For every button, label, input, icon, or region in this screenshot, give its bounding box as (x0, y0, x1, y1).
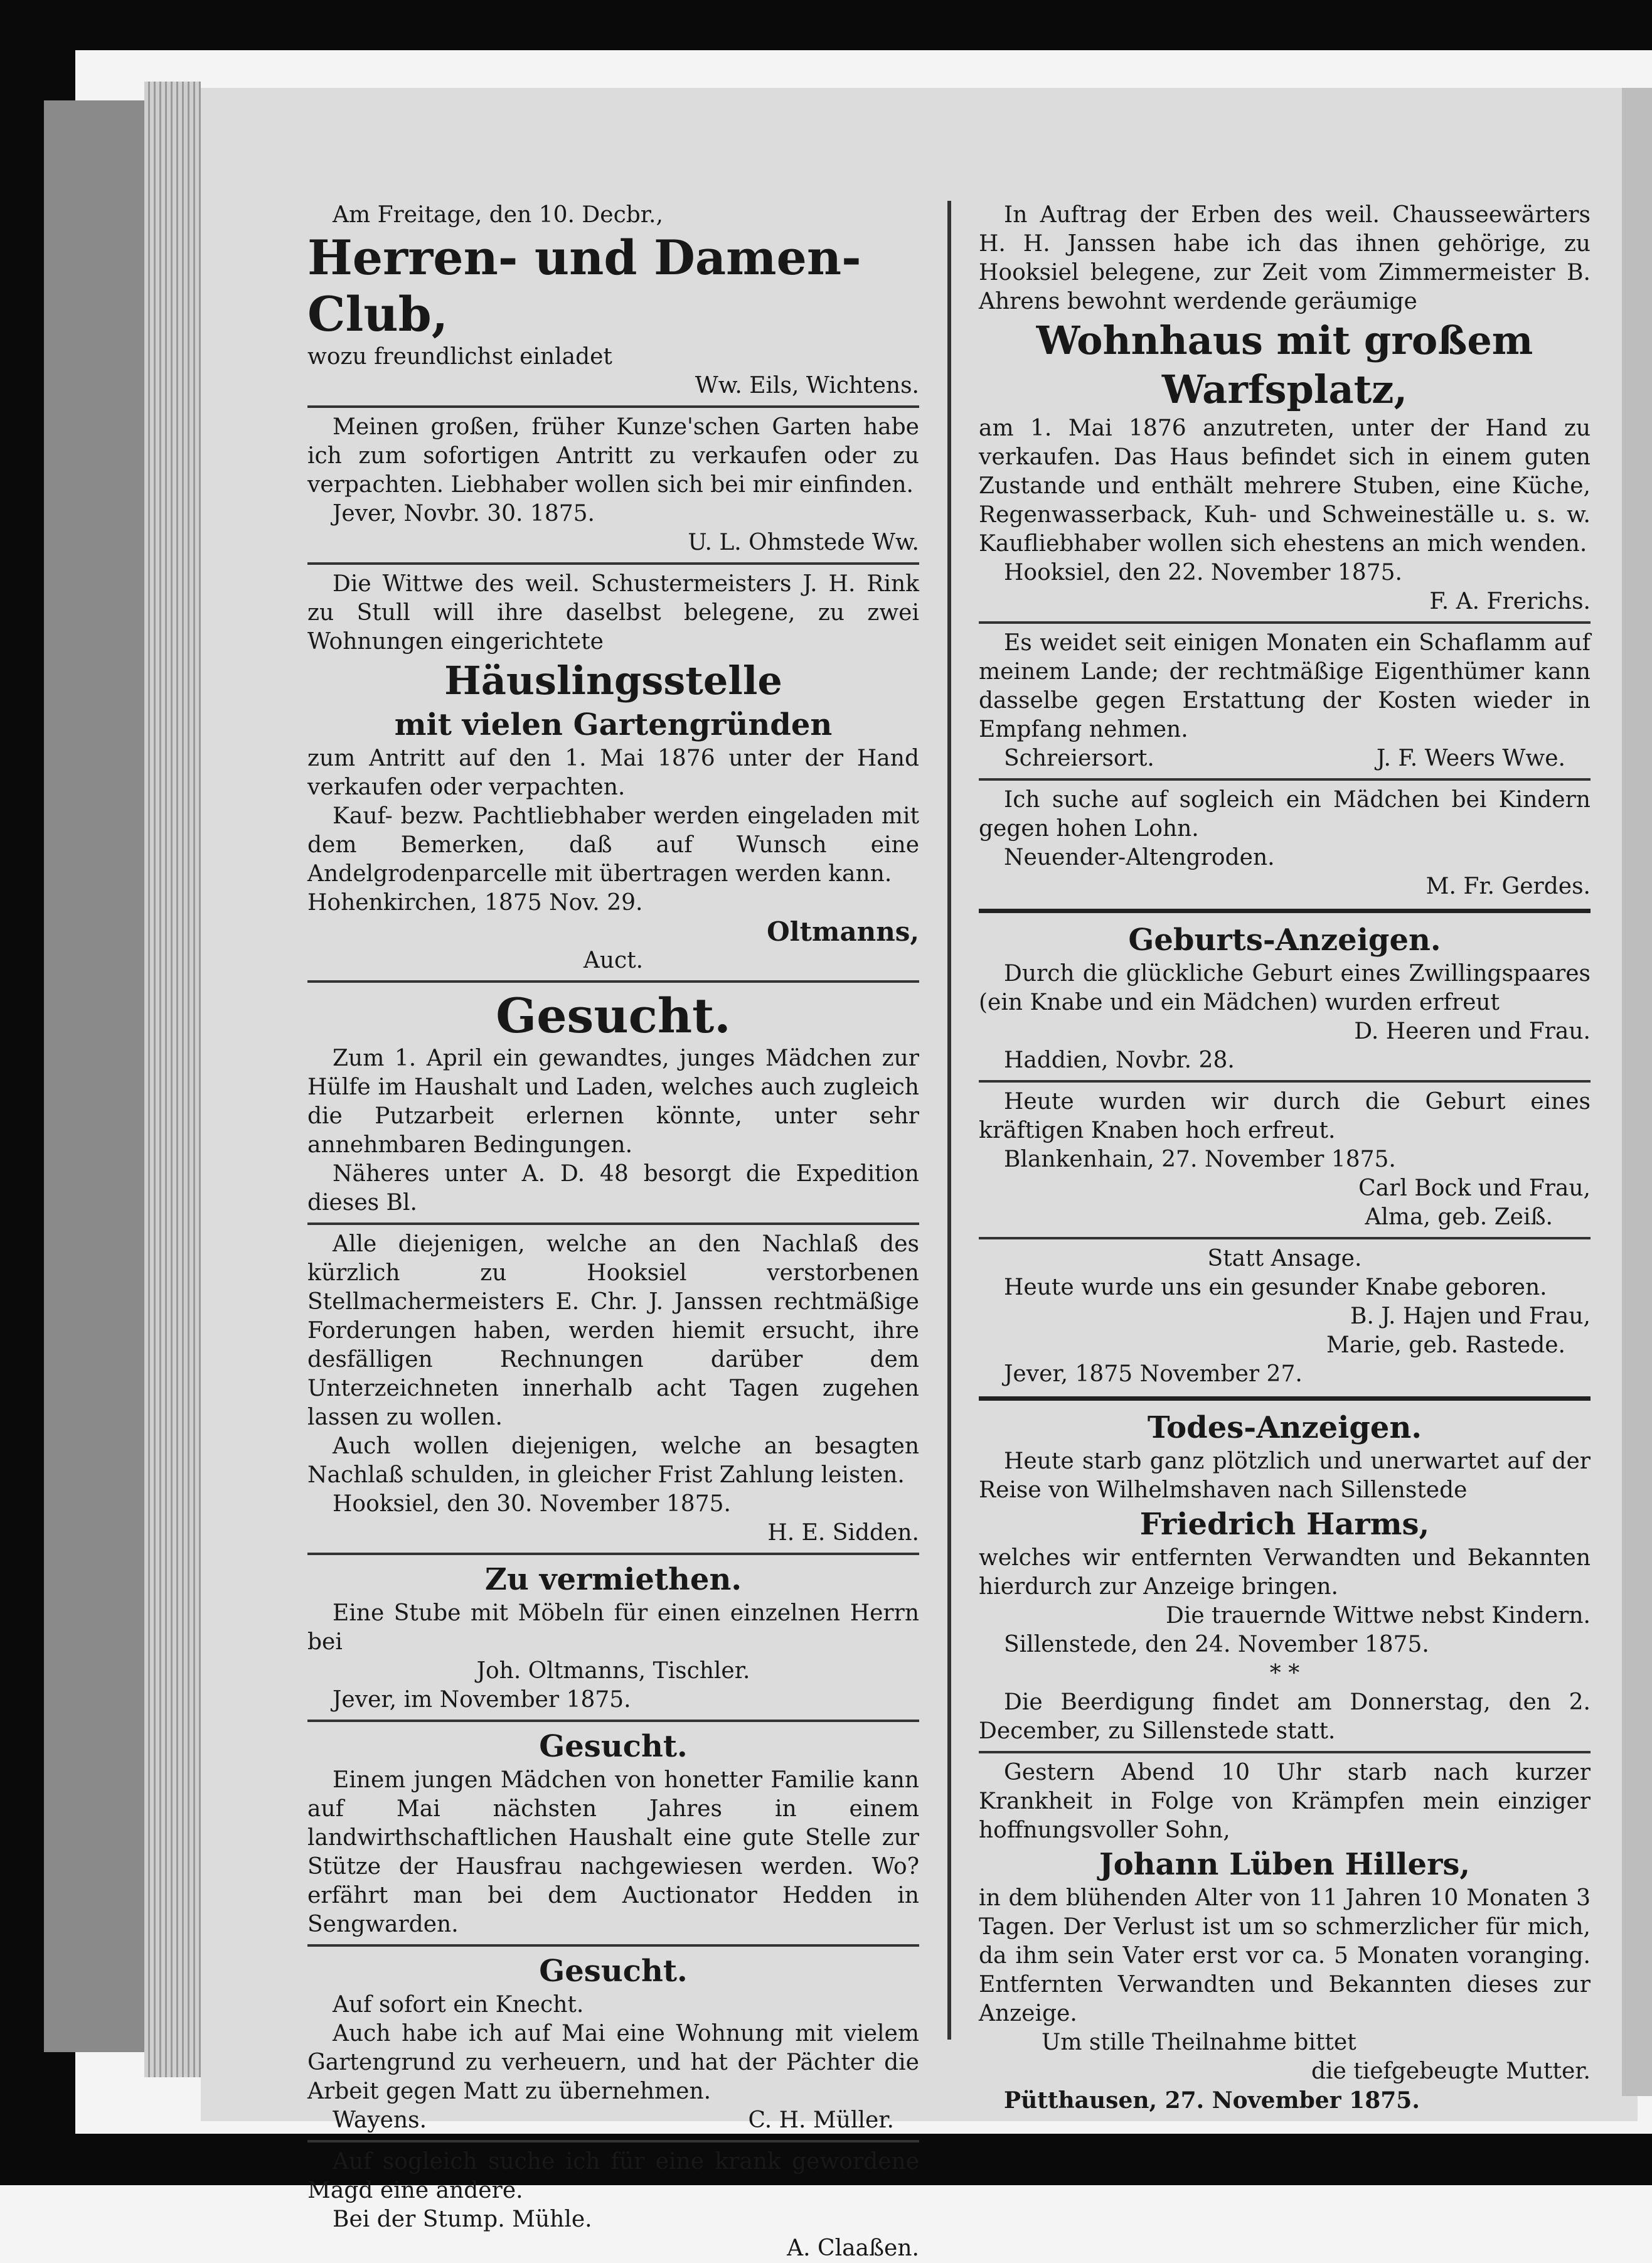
ad-text: Auf sofort ein Knecht. (333, 1992, 584, 2018)
ad-date-line: Am Freitage, den 10. Decbr., (333, 202, 663, 228)
ad-magd (307, 2148, 919, 2263)
ad-text: Näheres unter A. D. 48 besorgt die Expedition dieses Bl. (307, 1161, 919, 1216)
book-spine (44, 100, 148, 2052)
ad-text: wozu freundlichst einladet (307, 344, 612, 370)
separator (979, 1396, 1591, 1401)
scan-border-top (0, 0, 1652, 50)
ad-signature: A. Claaßen. (787, 2235, 919, 2261)
left-column (307, 201, 919, 2263)
ad-title: Häuslingsstelle (444, 658, 782, 704)
separator (979, 1237, 1591, 1239)
ad-text: Auf sogleich suche ich für eine krank gewordene Magd eine andere. (307, 2149, 919, 2203)
ad-signature: Carl Bock und Frau, (1358, 1175, 1591, 1201)
ad-text: Zum 1. April ein gewandtes, junges Mädchen zur Hülfe im Haushalt und Laden, welches auch zugleich die Putzarbeit erlernen könnte, unter sehr annehmbaren Bedingungen. (307, 1046, 919, 1158)
ad-date: Sillenstede, den 24. November 1875. (1004, 1632, 1429, 1657)
ad-title: Wohnhaus mit großem (1036, 318, 1533, 363)
ad-title: Herren- und Damen-Club, (307, 230, 861, 342)
separator (979, 909, 1591, 913)
separator (307, 1944, 919, 1947)
ad-text: Auch wollen diejenigen, welche an besagten Nachlaß schulden, in gleicher Frist Zahlung leisten. (307, 1433, 919, 1488)
separator (307, 405, 919, 408)
ad-text: welches wir entfernten Verwandten und Bekannten hierdurch zur Anzeige bringen. (979, 1545, 1591, 1600)
ad-signature: Die trauernde Wittwe nebst Kindern. (1165, 1603, 1591, 1629)
deceased-name: Friedrich Harms, (1139, 1507, 1430, 1542)
ad-text: zum Antritt auf den 1. Mai 1876 unter der Hand verkaufen oder verpachten. (307, 746, 919, 800)
ad-heading: Statt Ansage. (1207, 1246, 1362, 1271)
separator (979, 1751, 1591, 1753)
ad-schaflamm (979, 629, 1591, 773)
ad-signature: J. F. Weers Wwe. (1376, 746, 1565, 771)
ad-date: Hooksiel, den 30. November 1875. (333, 1491, 731, 1517)
separator (307, 1720, 919, 1722)
ad-date: Haddien, Novbr. 28. (1004, 1047, 1235, 1073)
ad-text: Gestern Abend 10 Uhr starb nach kurzer Krankheit in Folge von Krämpfen mein einziger hoffnungsvoller Sohn, (979, 1760, 1591, 1843)
ad-signature: die tiefgebeugte Mutter. (1311, 2058, 1591, 2084)
ad-text: Einem jungen Mädchen von honetter Familie kann auf Mai nächsten Jahres in einem landwirthschaftlichen Haushalt eine gute Stelle zur Stütze der Hausfrau nachgewiesen werden. Wo? erfährt man bei dem Auctionator Hedden in Sengwarden. (307, 1767, 919, 1937)
ad-signature: M. Fr. Gerdes. (1426, 874, 1591, 899)
separator (307, 562, 919, 565)
ad-text: Heute wurden wir durch die Geburt eines kräftigen Knaben hoch erfreut. (979, 1089, 1591, 1143)
ad-haeuslingsstelle (307, 570, 919, 975)
ad-place: Wayens. (333, 2107, 427, 2133)
ad-maedchen (979, 786, 1591, 901)
ad-signature: C. H. Müller. (748, 2107, 894, 2133)
column-divider (947, 201, 951, 2040)
ad-text: Eine Stube mit Möbeln für einen einzelnen Herrn bei (307, 1600, 919, 1655)
ad-text: Durch die glückliche Geburt eines Zwillingspaares (ein Knabe und ein Mädchen) wurden erfreut (979, 961, 1591, 1015)
ad-date: Hohenkirchen, 1875 Nov. 29. (307, 890, 643, 916)
ad-text: am 1. Mai 1876 anzutreten, unter der Hand zu verkaufen. Das Haus befindet sich in einem guten Zustande und enthält mehrere Stuben, eine Küche, Regenwasserback, Kuh- und Schweineställe u. s. w. Kaufliebhaber wollen sich ehestens an mich wenden. (979, 415, 1591, 557)
ad-date: Blankenhain, 27. November 1875. (1004, 1147, 1396, 1172)
ad-text: In Auftrag der Erben des weil. Chausseewärters H. H. Janssen habe ich das ihnen gehörige, zu Hooksiel belegene, zur Zeit vom Zimmermeister B. Ahrens bewohnt werdende geräumige (979, 202, 1591, 314)
ad-club (307, 201, 919, 400)
ad-title: Gesucht. (496, 988, 731, 1044)
ad-text: Bei der Stump. Mühle. (333, 2207, 592, 2232)
ad-gesucht-2 (307, 1727, 919, 1939)
ad-title: Gesucht. (539, 1954, 688, 1989)
ad-signature: D. Heeren und Frau. (1354, 1019, 1591, 1044)
ad-footer (979, 744, 1591, 773)
section-title: Geburts-Anzeigen. (1128, 923, 1441, 958)
separator (979, 778, 1591, 781)
ad-title: Warfsplatz, (1161, 366, 1408, 412)
ad-gesucht-1 (307, 988, 919, 1217)
ad-signature: Joh. Oltmanns, Tischler. (476, 1658, 750, 1684)
birth-announcements (979, 921, 1591, 1389)
ad-text: Alle diejenigen, welche an den Nachlaß des kürzlich zu Hooksiel verstorbenen Stellmachermeisters E. Chr. J. Janssen rechtmäßige Forderungen haben, werden hiemit ersucht, ihre desfälligen Rechnungen darüber dem Unterzeichneten innerhalb acht Tagen zugehen lassen zu wollen. (307, 1231, 919, 1430)
ad-text: Heute starb ganz plötzlich und unerwartet auf der Reise von Wilhelmshaven nach Sillenstede (979, 1448, 1591, 1503)
ad-text: Um stille Theilnahme bittet (1042, 2030, 1356, 2055)
separator (307, 2140, 919, 2143)
ad-signature: Oltmanns, (767, 916, 919, 947)
ad-date: Pütthausen, 27. November 1875. (1004, 2087, 1420, 2114)
section-title: Todes-Anzeigen. (1147, 1410, 1422, 1445)
ad-signature: B. J. Hajen und Frau, (1350, 1303, 1591, 1329)
ad-signature-role: Auct. (583, 948, 644, 973)
ad-signature: Alma, geb. Zeiß. (1365, 1204, 1553, 1230)
ad-text: Heute wurde uns ein gesunder Knabe geboren. (1004, 1275, 1547, 1300)
separator (307, 1553, 919, 1555)
page-stack-edge (144, 82, 201, 2077)
ad-signature: Marie, geb. Rastede. (1326, 1332, 1565, 1358)
ad-text: in dem blühenden Alter von 11 Jahren 10 Monaten 3 Tagen. Der Verlust ist um so schmerzlicher für mich, da ihm sein Vater erst vor ca. 5 Monaten voranging. Entfernten Verwandten und Bekannten dieses zur Anzeige. (979, 1885, 1591, 2026)
ad-date: Jever, 1875 November 27. (1004, 1361, 1303, 1387)
ad-title: Zu vermiethen. (484, 1562, 742, 1597)
ad-signature: Ww. Eils, Wichtens. (695, 373, 919, 399)
ad-text: Meinen großen, früher Kunze'schen Garten habe ich zum sofortigen Antritt zu verkaufen oder zu verpachten. Liebhaber wollen sich bei mir einfinden. (307, 414, 919, 498)
ad-gesucht-3 (307, 1952, 919, 2135)
ad-date: Jever, Novbr. 30. 1875. (333, 501, 595, 527)
ad-text: Auch habe ich auf Mai eine Wohnung mit vielem Gartengrund zu verheuern, und hat der Pächter die Arbeit gegen Matt zu übernehmen. (307, 2021, 919, 2104)
ad-garden (307, 413, 919, 557)
ad-text: Ich suche auf sogleich ein Mädchen bei Kindern gegen hohen Lohn. (979, 787, 1591, 842)
adjacent-page-edge (1622, 88, 1652, 2096)
right-column (979, 201, 1591, 2115)
ad-footer (307, 2106, 919, 2135)
ad-date: Hooksiel, den 22. November 1875. (1004, 560, 1402, 586)
death-announcements (979, 1408, 1591, 2115)
separator (307, 1222, 919, 1225)
deceased-name: Johann Lüben Hillers, (1099, 1847, 1471, 1882)
ad-place: Neuender-Altengroden. (1004, 845, 1275, 870)
ad-vermiethen (307, 1560, 919, 1715)
ad-place: Schreiersort. (1004, 746, 1154, 771)
separator (307, 980, 919, 983)
ad-text: Die Wittwe des weil. Schustermeisters J. H. Rink zu Stull will ihre daselbst belegene, zu zwei Wohnungen eingerichtete (307, 571, 919, 655)
separator (979, 1080, 1591, 1083)
ad-text: Kauf- bezw. Pachtliebhaber werden eingeladen mit dem Bemerken, daß auf Wunsch eine Andelgrodenparcelle mit übertragen werden kann. (307, 803, 919, 887)
ad-signature: H. E. Sidden. (767, 1520, 919, 1546)
ad-title: Gesucht. (539, 1729, 688, 1764)
ad-date: Jever, im November 1875. (333, 1687, 631, 1713)
ad-signature: F. A. Frerichs. (1429, 589, 1591, 614)
ad-nachlass (307, 1230, 919, 1548)
ad-subtitle: mit vielen Gartengründen (394, 707, 833, 742)
ad-text: Die Beerdigung findet am Donnerstag, den 2. December, zu Sillenstede statt. (979, 1689, 1591, 1744)
separator (979, 621, 1591, 624)
ad-text: Es weidet seit einigen Monaten ein Schaflamm auf meinem Lande; der rechtmäßige Eigenthümer kann dasselbe gegen Erstattung der Kosten wieder in Empfang nehmen. (979, 630, 1591, 742)
ad-signature: U. L. Ohmstede Ww. (688, 530, 919, 555)
ad-stars: * * (1269, 1661, 1300, 1686)
ad-wohnhaus (979, 201, 1591, 616)
